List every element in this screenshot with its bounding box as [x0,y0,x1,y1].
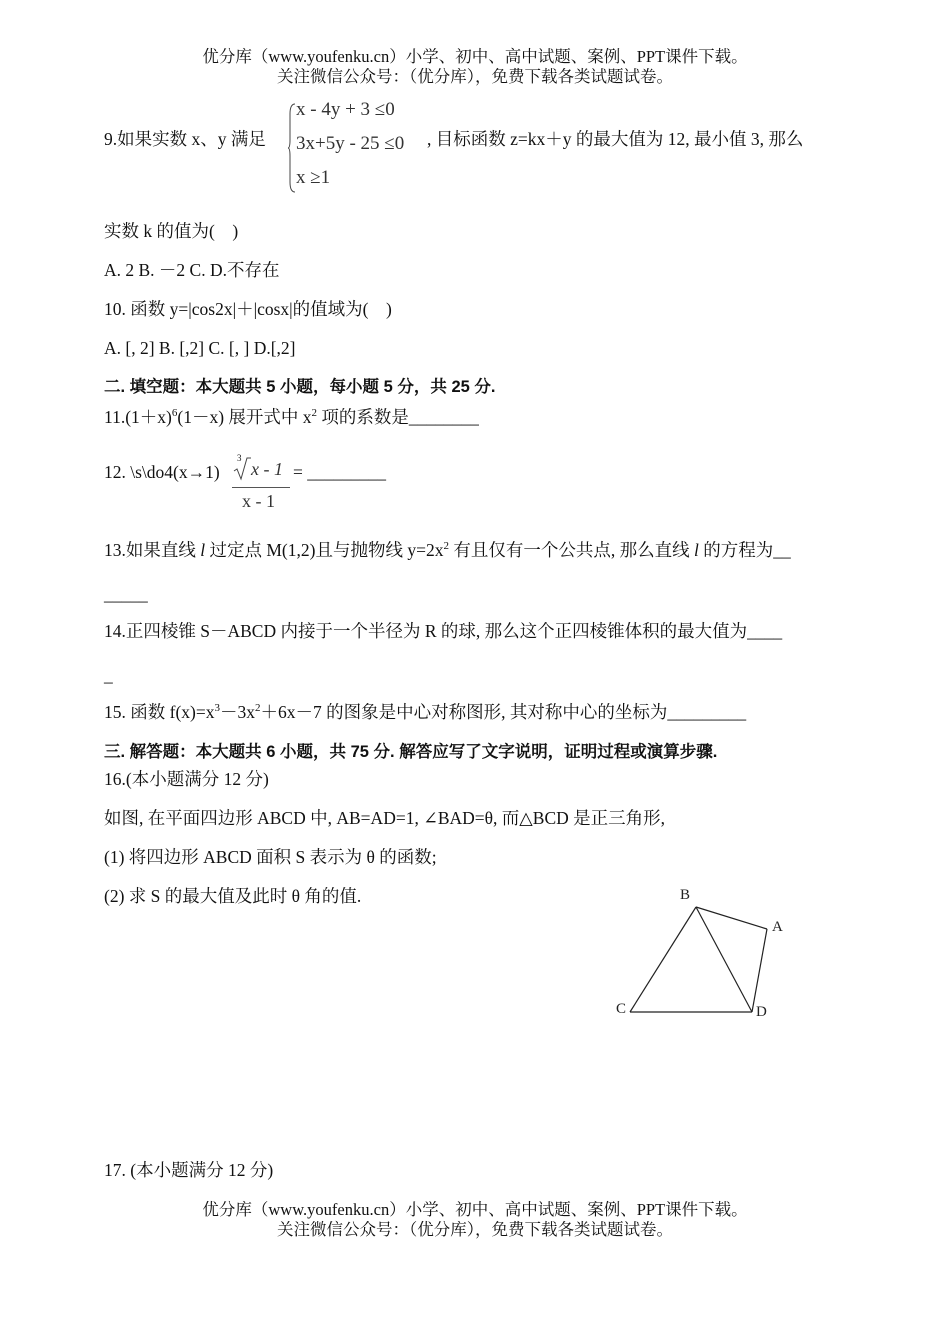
q11-part-b: (1－x) 展开式中 x [177,407,312,427]
vertex-label-d: D [756,1004,767,1020]
q14-line-2: _ [104,665,113,685]
section-2-title: 二. 填空题：本大题共 5 小题，每小题 5 分，共 25 分. [104,378,496,396]
q13-line-l-1: l [200,540,206,560]
vertex-label-b: B [680,887,691,903]
q15-text [104,701,746,723]
q9-suffix: , 目标函数 z=kx＋y 的最大值为 12, 最小值 3, 那么 [427,129,804,149]
q15-part-b: －3x [219,702,255,722]
footer-line-2: 关注微信公众号：（优分库），免费下载各类试题试卷。 [277,1220,673,1239]
q12-numerator [251,459,283,480]
q13-exponent: 2 [443,540,449,552]
q13-part-d: 的方程为__ [698,540,791,560]
section-3-title: 三. 解答题：本大题共 6 小题，共 75 分. 解答应写了文字说明，证明过程或演算步骤. [104,743,718,761]
q9-prefix: 9.如果实数 x、y 满足 [104,129,266,149]
q15-part-c: ＋6x－7 的图象是中心对称图形, 其对称中心的坐标为_________ [260,702,747,722]
vertex-label-a: A [772,919,783,935]
q9-line-2: 实数 k 的值为( ) [104,221,239,241]
footer-line-1: 优分库（www.youfenku.cn）小学、初中、高中试题、案例、PPT课件下载。 [202,1200,748,1219]
q9-options: A. 2 B. －2 C. D.不存在 [104,260,280,280]
q11-part-c: 项的系数是________ [317,407,479,427]
q16-part-1: (1) 将四边形 ABCD 面积 S 表示为 θ 的函数; [104,847,437,867]
q9-constraint-2: 3x+5y - 25 ≤0 [296,133,405,154]
quadrilateral-figure [610,880,810,1025]
header-line-2: 关注微信公众号：（优分库），免费下载各类试题试卷。 [277,67,673,86]
q17-title: 17. (本小题满分 12 分) [104,1160,274,1180]
q13-text [104,539,791,561]
q12-suffix: = _________ [293,462,386,482]
q16-statement: 如图, 在平面四边形 ABCD 中, AB=AD=1, ∠BAD=θ, 而△BCD 是正三角形, [104,808,665,828]
edge-bd [696,907,752,1012]
q13-part-a: 13.如果直线 [104,540,201,560]
q15-exponent-2: 2 [254,702,261,714]
q11-part-a: 11.(1＋x) [104,407,172,427]
q12-fraction-bar [232,487,290,488]
q9-constraint-1: x - 4y + 3 ≤0 [296,99,395,120]
q11-exponent-1: 6 [171,407,178,419]
q15-exponent-1: 3 [214,702,220,714]
q16-title: 16.(本小题满分 12 分) [104,769,269,789]
vertex-label-c: C [616,1001,627,1017]
q12-prefix: 12. \s\do4(x→1) [104,462,220,482]
q12-denominator: x - 1 [242,491,275,511]
q10-text: 10. 函数 y=|cos2x|＋|cosx|的值域为( ) [104,299,392,319]
q15-part-a: 15. 函数 f(x)=x [104,702,215,722]
q12-root-index: 3 [237,453,242,463]
q9-constraint-3: x ≥1 [296,167,331,188]
q13-line-l-2: l [693,540,699,560]
q13-part-b: 过定点 M(1,2)且与抛物线 y=2x [205,540,444,560]
q16-part-2: (2) 求 S 的最大值及此时 θ 角的值. [104,886,362,906]
q14-text: 14.正四棱锥 S－ABCD 内接于一个半径为 R 的球, 那么这个正四棱锥体积的最大值为____ [104,621,783,641]
q11-exponent-2: 2 [311,407,318,419]
header-line-1: 优分库（www.youfenku.cn）小学、初中、高中试题、案例、PPT课件下载。 [202,47,748,66]
radical-icon [233,456,251,482]
q11-text [104,406,479,428]
q13-part-c: 有且仅有一个公共点, 那么直线 [448,540,694,560]
edge-bc [630,907,696,1012]
edge-ad [752,929,767,1012]
q12-numerator-text: x - 1 [251,459,283,479]
q10-options: A. [, 2] B. [,2] C. [, ] D.[,2] [104,338,296,358]
q13-line-2: _____ [104,584,148,604]
